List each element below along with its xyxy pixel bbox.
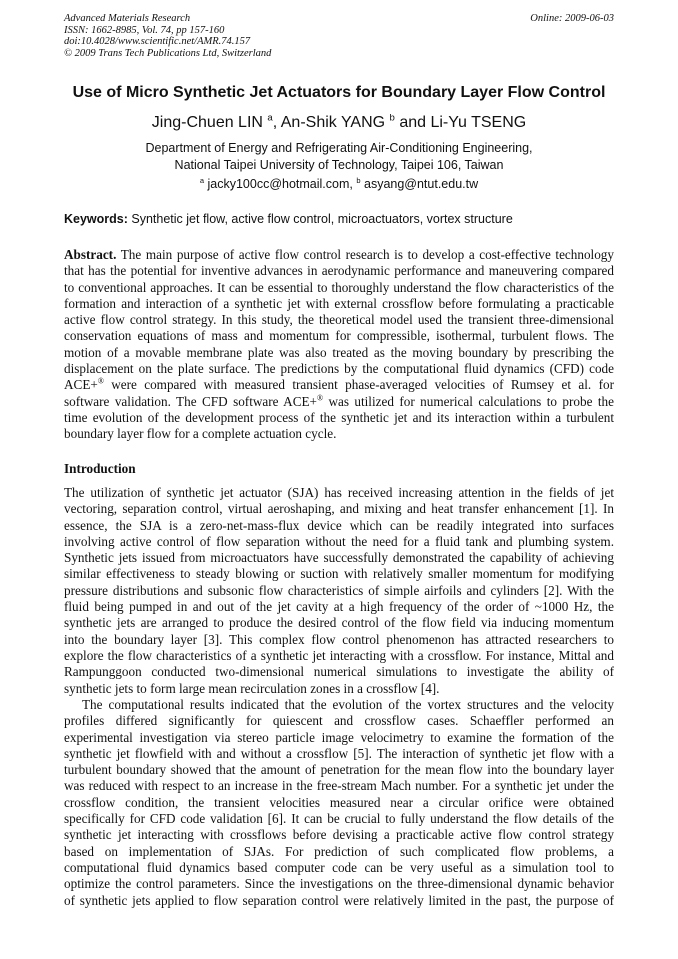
text-line: synthetic jet flowfield with and without a crossflow [5]. The interaction of synthetic jet flow with a: [64, 745, 614, 761]
text-line: involving active control of flow separation without the need for a fluid tank and plumbing system.: [64, 533, 614, 549]
author-2-affil: b: [389, 112, 395, 124]
email-1: jacky100cc@hotmail.com,: [204, 177, 357, 191]
text-line: based on implementation of SJAs. For prediction of such complicated flow problems, a: [64, 843, 614, 859]
text-line: turbulent boundary showed that the amount of penetration for the mean flow into the boundary layer: [64, 762, 614, 778]
email-2-affil: b: [356, 175, 361, 185]
affiliation-line: Department of Energy and Refrigerating Air-Conditioning Engineering,: [145, 141, 533, 155]
text-line: ACE+® were compared with measured transient phase-averaged velocities of Rumsey et al. for: [64, 376, 614, 393]
text-line: The computational results indicated that the evolution of the vortex structures and the velocity: [82, 697, 614, 712]
text-line: synthetic jet interacting with crossflows before devising a practicable active flow control strategy: [64, 827, 614, 843]
text-line: fluid being pumped in and out of the jet cavity at a high frequency of the order of ~1000 Hz, the: [64, 599, 614, 615]
text-line: active flow control strategy. In this study, the theoretical model used the transient three-dimensional: [64, 312, 614, 328]
abstract-label: Abstract.: [64, 247, 117, 262]
text-line: Rampunggoon conducted two-dimensional numerical simulations to investigate the ability of: [64, 664, 614, 680]
text-line: boundary layer flow for a complete actuation cycle.: [64, 426, 337, 442]
affiliation-line: National Taipei University of Technology, Taipei 106, Taiwan: [174, 158, 504, 172]
text-line: motion of a movable membrane plate was also treated as the moving boundary by prescribing the: [64, 344, 614, 360]
text-line: crossflow condition, the transient velocities measured near a circular orifice were obtained: [64, 794, 614, 810]
text-line: that has the potential for inventive advances in aerodynamic performance and maneuvering compared: [64, 263, 614, 279]
text-line: synthetic jets are arranged to produce the desired control of the flow field via inducing momentum: [64, 615, 614, 631]
text-line: formation and interaction of a synthetic jet with external crossflow before formulating a practicable: [64, 295, 614, 311]
copyright: © 2009 Trans Tech Publications Ltd, Switzerland: [64, 47, 272, 59]
abstract: [64, 247, 614, 263]
text-line: optimize the control parameters. Since the investigations on the three-dimensional dynamic behavior: [64, 876, 614, 892]
email-2: asyang@ntut.edu.tw: [360, 177, 479, 191]
introduction-paragraph-1: [64, 485, 614, 697]
text-line: The utilization of synthetic jet actuator (SJA) has received increasing attention in the fields of jet: [64, 485, 614, 500]
issn: ISSN: 1662-8985, Vol. 74, pp 157-160: [64, 24, 225, 36]
email-1-affil: a: [199, 175, 205, 185]
text-line: vectoring, separation control, virtual aeroshaping, and mixing and heat transfer enhancement [1]. In: [64, 501, 614, 517]
affiliation: [0, 140, 678, 174]
text-line: profiles differed significantly for quiescent and crossflow cases. Schaeffler performed an: [64, 713, 614, 729]
introduction-heading: Introduction: [64, 461, 136, 476]
journal-name: Advanced Materials Research: [64, 13, 191, 24]
abstract-line: Abstract. The main purpose of active flow control research is to develop a cost-effective technology: [64, 247, 614, 262]
text-line: into the boundary layer [3]. This complex flow control phenomenon has attracted researchers to: [64, 631, 614, 647]
author-3: and Li-Yu TSENG: [394, 114, 527, 131]
text-line: was reduced with respect to an increase in the free-stream Mach number. For a synthetic jet under the: [64, 778, 614, 794]
authors: [0, 114, 678, 132]
text-line: computational fluid dynamics based computer code can be very useful as a simulation tool to: [64, 859, 614, 875]
emails: [0, 177, 678, 191]
journal-header: [64, 13, 271, 59]
author-1-affil: a: [267, 112, 273, 124]
text-line: software validation. The CFD software ACE+® was utilized for numerical calculations to probe the: [64, 393, 614, 409]
keywords-label: Keywords:: [64, 212, 128, 226]
text-line: specifically for CFD code validation [6]. It can be crucial to fully understand the flow details of the: [64, 811, 614, 827]
text-line: pressure distributions and subsonic flow characteristics of simple airfoils and cylinders [2]. With the: [64, 582, 614, 598]
text-line: experimental investigation via stereo particle image velocimetry to examine the formation of the: [64, 729, 614, 745]
paper-title: Use of Micro Synthetic Jet Actuators for Boundary Layer Flow Control: [72, 84, 606, 101]
text-line: Synthetic jets issued from microactuators have successfully demonstrated the capability of achieving: [64, 550, 614, 566]
text-line: displacement on the plate surface. The predictions by the computational fluid dynamics (CFD) code: [64, 361, 614, 377]
doi: doi:10.4028/www.scientific.net/AMR.74.157: [64, 36, 251, 47]
online-date: Online: 2009-06-03: [530, 13, 614, 24]
text-line: time evolution of the development process of the synthetic jet and its interaction within a turbulent: [64, 409, 614, 425]
text-line: synthetic jets to form large mean recirculation zones in a crossflow [4].: [64, 680, 440, 696]
text-line: conservation equations of mass and momentum for compressible, isothermal, turbulent flows. The: [64, 328, 614, 344]
text-line: explore the flow characteristics of a synthetic jet interacting with a crossflow. For instance, Mittal and: [64, 647, 614, 663]
abstract-body: [64, 263, 614, 442]
text-line: of synthetic jets applied to flow separation control were relatively limited in the past, the purpose of: [64, 892, 614, 908]
keywords-text: Synthetic jet flow, active flow control, microactuators, vortex structure: [127, 212, 513, 226]
text-line: similar effectiveness to steady blowing or suction with relatively smaller momentum for modifying: [64, 566, 614, 582]
text-line: essence, the SJA is a zero-net-mass-flux device which can be readily integrated into surfaces: [64, 517, 614, 533]
text-line: to conventional approaches. It can be essential to thoroughly understand the flow characteristics of the: [64, 279, 614, 295]
author-1: Jing-Chuen LIN: [151, 114, 263, 131]
introduction-paragraph-2: [64, 697, 614, 909]
keywords: [64, 212, 513, 226]
author-2: , An-Shik YANG: [272, 114, 386, 131]
